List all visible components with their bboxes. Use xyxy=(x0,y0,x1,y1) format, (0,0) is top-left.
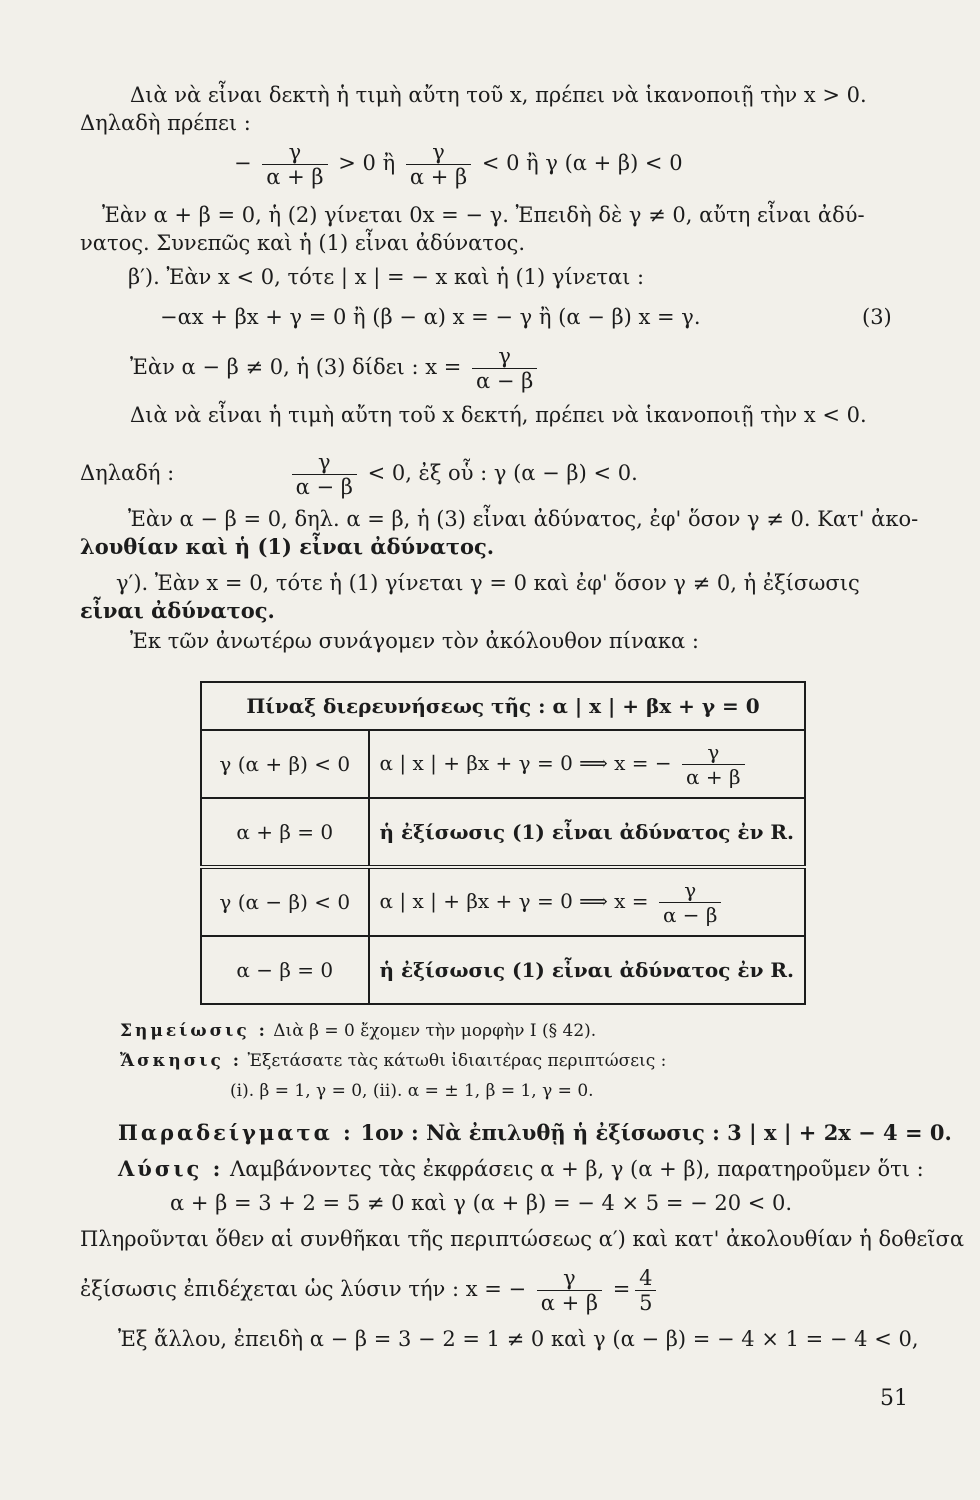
fraction-numerator: γ xyxy=(682,740,745,765)
fraction-numerator: γ xyxy=(659,878,722,903)
equation-line: ἐξίσωσις ἐπιδέχεται ὡς λύσιν τήν : x = − $\frac{\gamma}{\alpha + \beta}$ = $\frac{4}{5}$ xyxy=(80,1266,660,1315)
solution-text: Λαμβάνοντες τὰς ἐκφράσεις α + β, γ (α + β), παρατηροῦμεν ὅτι : xyxy=(230,1157,924,1181)
equation-line: α + β = 3 + 2 = 5 ≠ 0 καὶ γ (α + β) = − 4 × 5 = − 20 < 0. xyxy=(170,1191,793,1215)
note-label: Σημείωσις : xyxy=(120,1021,268,1041)
text-line: Ἐξ ἄλλου, ἐπειδὴ α − β = 3 − 2 = 1 ≠ 0 καὶ γ (α − β) = − 4 × 1 = − 4 < 0, xyxy=(118,1327,919,1351)
fraction-denominator: α − β xyxy=(662,902,718,927)
table-result xyxy=(369,867,805,936)
fraction xyxy=(682,740,745,789)
fraction-numerator: γ xyxy=(406,140,471,165)
equation-line xyxy=(130,344,541,393)
fraction-denominator: α + β xyxy=(686,764,741,789)
solution-label: Λύσις : xyxy=(118,1156,224,1181)
fraction xyxy=(537,1266,602,1315)
fraction-numerator: γ xyxy=(262,140,327,165)
text-line: νατος. Συνεπῶς καὶ ἡ (1) εἶναι ἀδύνατος. xyxy=(80,231,526,255)
text-line: γ′). Ἐὰν x = 0, τότε ἡ (1) γίνεται γ = 0 καὶ ἐφ' ὅσον γ ≠ 0, ἡ ἐξίσωσις xyxy=(116,571,860,595)
fraction-denominator: α − β xyxy=(476,369,534,393)
inequality-line xyxy=(234,140,683,189)
inequality-text: < 0 ἢ γ (α + β) < 0 xyxy=(481,151,683,175)
table-result: ἡ ἐξίσωσις (1) εἶναι ἀδύνατος ἐν R. xyxy=(369,936,805,1004)
inequality-text: > 0 ἢ xyxy=(338,151,396,175)
fraction xyxy=(472,344,537,393)
example-label: Παραδείγματα : xyxy=(118,1120,354,1145)
table-row xyxy=(201,730,805,798)
equation-text: Ἐὰν α − β ≠ 0, ἡ (3) δίδει : x = xyxy=(130,355,462,379)
table-row xyxy=(201,936,805,1004)
note-line: (i). β = 1, γ = 0, (ii). α = ± 1, β = 1, γ = 0. xyxy=(230,1081,594,1101)
table-result: ἡ ἐξίσωσις (1) εἶναι ἀδύνατος ἐν R. xyxy=(369,798,805,867)
note-text: Ἐξετάσατε τὰς κάτωθι ἰδιαιτέρας περιπτώσεις : xyxy=(247,1051,667,1071)
text-line: Διὰ νὰ εἶναι δεκτὴ ἡ τιμὴ αὔτη τοῦ x, πρέπει νὰ ἱκανοποιῇ τὴν x > 0. xyxy=(130,83,867,107)
text-line: Ἐὰν α + β = 0, ἡ (2) γίνεται 0x = − γ. Ἐπειδὴ δὲ γ ≠ 0, αὔτη εἶναι ἀδύ- xyxy=(102,203,865,227)
example-title: 1ον : Νὰ ἐπιλυθῇ ἡ ἐξίσωσις : 3 | x | + 2x − 4 = 0. xyxy=(360,1120,952,1145)
fraction-numerator: γ xyxy=(472,344,537,369)
example-heading xyxy=(118,1120,952,1146)
table-condition: γ (α − β) < 0 xyxy=(201,867,369,936)
text-line: Διὰ νὰ εἶναι ἡ τιμὴ αὔτη τοῦ x δεκτή, πρέπει νὰ ἱκανοποιῇ τὴν x < 0. xyxy=(130,403,867,427)
note-label: Ἄσκησις : xyxy=(120,1051,243,1071)
fraction-numerator: 4 xyxy=(635,1266,656,1291)
text-line: λουθίαν καὶ ἡ (1) εἶναι ἀδύνατος. xyxy=(80,534,495,559)
equation-number: (3) xyxy=(862,305,892,329)
equation-text: Δηλαδή : xyxy=(80,461,175,485)
fraction-denominator: α + β xyxy=(409,165,468,189)
table-title: Πίναξ διερευνήσεως τῆς : α | x | + βx + γ = 0 xyxy=(201,682,805,730)
page-number: 51 xyxy=(880,1386,908,1411)
table-result xyxy=(369,730,805,798)
discussion-table xyxy=(200,681,806,1005)
result-text: α | x | + βx + γ = 0 ⟹ x = xyxy=(379,888,649,913)
text-line: β′). Ἐὰν x < 0, τότε | x | = − x καὶ ἡ (1) γίνεται : xyxy=(128,265,645,289)
table-condition: α − β = 0 xyxy=(201,936,369,1004)
equation-text: ἐξίσωσις ἐπιδέχεται ὡς λύσιν τήν : x = − xyxy=(80,1277,527,1301)
fraction-denominator: α + β xyxy=(266,165,324,189)
text-line: Δηλαδὴ πρέπει : xyxy=(80,111,251,135)
fraction-denominator: α + β xyxy=(540,1291,599,1315)
note-text: Διὰ β = 0 ἔχομεν τὴν μορφὴν Ι (§ 42). xyxy=(273,1021,597,1041)
table-row xyxy=(201,867,805,936)
equation-line: −αx + βx + γ = 0 ἢ (β − α) x = − γ ἢ (α − β) x = γ. xyxy=(160,305,701,329)
equation-line xyxy=(80,450,638,499)
minus-sign: − xyxy=(234,151,252,175)
fraction xyxy=(635,1266,656,1315)
result-text: α | x | + βx + γ = 0 ⟹ x = − xyxy=(379,750,672,775)
table-condition: γ (α + β) < 0 xyxy=(201,730,369,798)
text-line: Ἐκ τῶν ἀνωτέρω συνάγομεν τὸν ἀκόλουθον πίνακα : xyxy=(130,629,699,653)
fraction-numerator: γ xyxy=(292,450,357,475)
table-condition: α + β = 0 xyxy=(201,798,369,867)
text-line: εἶναι ἀδύνατος. xyxy=(80,598,275,623)
fraction-denominator: α − β xyxy=(295,475,353,499)
fraction-numerator: γ xyxy=(537,1266,602,1291)
note-line xyxy=(120,1018,596,1044)
solution-line xyxy=(118,1156,924,1182)
equation-text: < 0, ἐξ οὗ : γ (α − β) < 0. xyxy=(367,461,638,485)
fraction xyxy=(292,450,357,499)
text-line: Πληροῦνται ὅθεν αἱ συνθῆκαι τῆς περιπτώσεως α′) καὶ κατ' ἀκολουθίαν ἡ δοθεῖσα xyxy=(80,1227,965,1251)
note-line xyxy=(120,1048,666,1074)
fraction-denominator: 5 xyxy=(639,1291,653,1315)
fraction xyxy=(659,878,722,927)
table-row xyxy=(201,798,805,867)
fraction xyxy=(262,140,327,189)
text-line: Ἐὰν α − β = 0, δηλ. α = β, ἡ (3) εἶναι ἀδύνατος, ἐφ' ὅσον γ ≠ 0. Κατ' ἀκο- xyxy=(128,507,919,531)
fraction xyxy=(406,140,471,189)
